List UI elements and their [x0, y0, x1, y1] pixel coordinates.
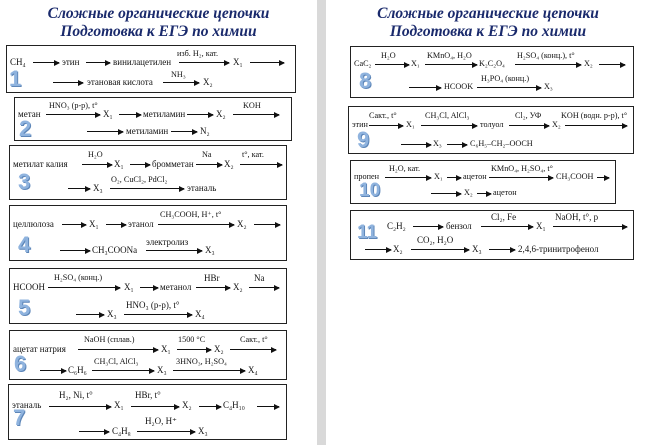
reaction-arrow — [187, 114, 213, 115]
reaction-arrow — [447, 177, 461, 178]
substance: винилацетилен — [113, 57, 172, 67]
page-subtitle: Подготовка к ЕГЭ по химии — [389, 23, 587, 40]
reaction-arrow — [137, 431, 195, 432]
substance: метанол — [160, 282, 192, 292]
substance: X₃ — [205, 245, 215, 255]
chain-6 — [9, 330, 287, 380]
substance: X₁ — [89, 219, 99, 229]
chain-11 — [350, 210, 634, 260]
reaction-arrow — [106, 224, 126, 225]
reagent: Na — [202, 150, 212, 159]
reaction-arrow — [119, 114, 141, 115]
reagent: KOH — [243, 101, 261, 110]
reaction-arrow — [409, 87, 441, 88]
substance: ацетон — [493, 188, 517, 197]
reagent: Cакт., t° — [369, 111, 397, 120]
chain-number: 1 — [9, 66, 22, 91]
reaction-arrow — [196, 287, 230, 288]
reagent: H₂O — [381, 51, 396, 60]
reaction-arrow — [233, 114, 279, 115]
reagent: H₂SO₄ (конц.), t° — [517, 51, 575, 60]
reaction-arrow — [163, 82, 199, 83]
chain-number: 3 — [18, 169, 31, 194]
right-page — [326, 0, 650, 445]
substance: X₂ — [216, 109, 226, 119]
reagent: H₂SO₄ (конц.) — [54, 273, 103, 282]
substance: X₂ — [182, 400, 192, 410]
substance: X₂ — [214, 344, 224, 354]
reaction-arrow — [421, 125, 477, 126]
reagent: электролиз — [146, 237, 189, 247]
substance: CH₃COONa — [92, 245, 138, 255]
substance: метиламин — [143, 109, 186, 119]
reagent: 1500 °C — [178, 335, 206, 344]
reaction-arrow — [46, 114, 100, 115]
reagent: O₂, CuCl₂, PdCl₂ — [111, 175, 168, 184]
chain-number: 2 — [19, 116, 32, 141]
reaction-arrow — [447, 144, 467, 145]
reaction-arrow — [375, 64, 409, 65]
reagent: KOH (водн. р-р), t° — [561, 111, 628, 120]
substance: K₂C₂O₄ — [479, 59, 505, 68]
reaction-arrow — [82, 164, 112, 165]
substance: X₁ — [161, 344, 171, 354]
reaction-arrow — [130, 164, 150, 165]
substance: этановая кислота — [87, 77, 153, 87]
reaction-arrow — [40, 370, 66, 371]
reaction-arrow — [53, 82, 83, 83]
reaction-arrow — [146, 250, 202, 251]
reagent: Cl₂, УФ — [515, 111, 542, 120]
reaction-arrow — [249, 287, 279, 288]
reaction-arrow — [515, 64, 581, 65]
reagent: HBr — [204, 273, 220, 283]
reaction-arrow — [78, 349, 158, 350]
reaction-arrow — [509, 125, 549, 126]
substance: X₁ — [233, 57, 243, 67]
reaction-arrow — [385, 177, 431, 178]
substance: X₄ — [195, 309, 205, 319]
substance: C₆H₆ — [68, 365, 87, 375]
substance: этанол — [128, 219, 154, 229]
reagent: H₃PO₄ (конц.) — [481, 74, 530, 83]
substance: пропен — [354, 172, 379, 181]
reaction-arrow — [68, 188, 90, 189]
reaction-arrow — [173, 370, 245, 371]
substance: C₄H₈ — [112, 426, 131, 436]
chain-4 — [9, 205, 287, 261]
substance: целлюлоза — [13, 219, 54, 229]
reaction-arrow — [92, 370, 154, 371]
substance: метиламин — [126, 126, 169, 136]
chain-5 — [9, 268, 287, 324]
reaction-arrow — [411, 249, 469, 250]
chain-number: 4 — [18, 232, 31, 257]
reaction-arrow — [365, 249, 391, 250]
substance: 2,4,6-тринитрофенол — [518, 244, 599, 254]
reagent: H₂O, H⁺ — [145, 416, 177, 426]
reaction-arrow — [60, 250, 90, 251]
substance: C₂H₂ — [387, 221, 406, 231]
reagent: NH₃ — [171, 70, 186, 79]
reaction-arrow — [33, 62, 59, 63]
reagent: t°, кат. — [242, 150, 264, 159]
reaction-arrow — [87, 131, 123, 132]
substance: HCOOK — [444, 82, 474, 91]
reagent: Cl₂, Fe — [491, 212, 517, 222]
substance: HCOOH — [13, 282, 46, 292]
chain-number: 6 — [14, 351, 27, 376]
substance: X₂ — [203, 77, 213, 87]
reaction-arrow — [110, 188, 184, 189]
reaction-arrow — [477, 87, 541, 88]
reaction-arrow — [124, 314, 192, 315]
substance: C₆H₅–CH₂–OOCH — [470, 139, 533, 148]
reagent: H₂, Ni, t° — [59, 390, 93, 400]
reagent: H₂O, кат. — [389, 164, 421, 173]
chain-8 — [350, 46, 634, 98]
substance: X₁ — [103, 109, 113, 119]
substance: X₄ — [248, 365, 258, 375]
substance: X₂ — [584, 59, 593, 68]
substance: X₁ — [124, 282, 134, 292]
chain-number: 10 — [359, 180, 381, 201]
reaction-arrow — [369, 125, 403, 126]
substance: метилат калия — [13, 159, 68, 169]
reagent: NaOH (сплав.) — [84, 335, 135, 344]
reagent: KMnO₄, H₂O — [427, 51, 472, 60]
substance: X₁ — [411, 59, 420, 68]
reagent: KMnO₄, H₂SO₄, t° — [491, 164, 553, 173]
substance: толуол — [480, 120, 504, 129]
substance: X₃ — [544, 82, 553, 91]
reaction-arrow — [425, 64, 477, 65]
reagent: 3HNO₃, H₂SO₄ — [176, 357, 227, 366]
reagent: HBr, t° — [135, 390, 161, 400]
chain-3 — [9, 145, 287, 200]
reagent: CH₃Cl, AlCl₃ — [94, 357, 139, 366]
reaction-arrow — [257, 406, 279, 407]
reaction-arrow — [477, 193, 491, 194]
substance: X₁ — [536, 221, 546, 231]
reagent: Cакт., t° — [240, 335, 268, 344]
reaction-arrow — [489, 177, 553, 178]
reaction-arrow — [401, 144, 431, 145]
substance: CaC₂ — [354, 59, 372, 68]
reagent: HNO₃ (р-р), t° — [126, 300, 180, 310]
substance: X₁ — [434, 172, 443, 181]
reagent: CH₃Cl, AlCl₃ — [425, 111, 470, 120]
reagent: NaOH, t°, p — [555, 212, 599, 222]
reaction-arrow — [76, 314, 104, 315]
substance: бензол — [446, 221, 472, 231]
substance: этаналь — [187, 183, 217, 193]
substance: X₃ — [93, 183, 103, 193]
substance: X₂ — [237, 219, 247, 229]
substance: X₂ — [393, 244, 403, 254]
reaction-arrow — [553, 226, 627, 227]
substance: X₁ — [114, 159, 124, 169]
substance: ацетон — [463, 172, 487, 181]
substance: C₄H₁₀ — [223, 400, 245, 410]
substance: X₃ — [433, 139, 442, 148]
page-title: Сложные органические цепочки — [47, 5, 270, 22]
reaction-arrow — [140, 287, 158, 288]
reagent: CH₃COOH, H⁺, t° — [160, 210, 222, 219]
substance: метан — [18, 109, 41, 119]
left-page — [0, 0, 317, 445]
substance: X₁ — [406, 120, 415, 129]
reagent: изб. H₂, кат. — [177, 49, 219, 58]
reaction-arrow — [240, 164, 282, 165]
reagent: HNO₃ (р-р), t° — [49, 101, 98, 110]
chain-9 — [348, 106, 634, 154]
substance: X₃ — [107, 309, 117, 319]
reaction-arrow — [158, 224, 234, 225]
reaction-arrow — [49, 406, 111, 407]
chain-number: 7 — [13, 405, 26, 430]
substance: X₂ — [224, 159, 234, 169]
chain-2 — [14, 97, 292, 141]
substance: бромметан — [152, 159, 194, 169]
substance: X₂ — [233, 282, 243, 292]
reaction-arrow — [86, 62, 110, 63]
reaction-arrow — [254, 224, 280, 225]
chain-number: 5 — [18, 295, 31, 320]
reagent: Na — [254, 273, 265, 283]
substance: X₂ — [464, 188, 473, 197]
chain-10 — [350, 160, 616, 204]
reaction-arrow — [131, 406, 179, 407]
reaction-arrow — [196, 164, 222, 165]
reaction-arrow — [230, 349, 276, 350]
page-subtitle: Подготовка к ЕГЭ по химии — [60, 23, 257, 40]
substance: N₂ — [200, 126, 210, 136]
page-title: Сложные органические цепочки — [377, 5, 599, 22]
substance: CH₃COOH — [556, 172, 594, 181]
reaction-arrow — [565, 125, 627, 126]
reaction-arrow — [48, 287, 120, 288]
substance: этаналь — [12, 400, 42, 410]
substance: X₂ — [552, 120, 561, 129]
substance: X₃ — [198, 426, 208, 436]
reaction-arrow — [199, 406, 221, 407]
reaction-arrow — [179, 62, 229, 63]
chain-1 — [6, 45, 296, 93]
substance: X₁ — [114, 400, 124, 410]
substance: X₃ — [157, 365, 167, 375]
reaction-arrow — [171, 131, 197, 132]
chain-number: 9 — [357, 127, 370, 152]
chain-7 — [8, 384, 287, 440]
reagent: CO₂, H₂O — [417, 235, 454, 245]
substance: CH₄ — [10, 57, 26, 67]
substance: X₃ — [472, 244, 482, 254]
chain-number: 11 — [357, 222, 378, 243]
reaction-arrow — [489, 249, 515, 250]
reaction-arrow — [481, 226, 533, 227]
reaction-arrow — [250, 62, 284, 63]
reagent: H₂O — [88, 150, 103, 159]
reaction-arrow — [431, 193, 461, 194]
reaction-arrow — [599, 64, 625, 65]
chain-number: 8 — [359, 68, 372, 93]
reaction-arrow — [79, 431, 109, 432]
reaction-arrow — [177, 349, 211, 350]
substance: этин — [62, 57, 80, 67]
reaction-arrow — [597, 177, 609, 178]
substance: ацетат натрия — [13, 344, 66, 354]
reaction-arrow — [62, 224, 86, 225]
reaction-arrow — [413, 226, 443, 227]
substance: этин — [352, 120, 368, 129]
